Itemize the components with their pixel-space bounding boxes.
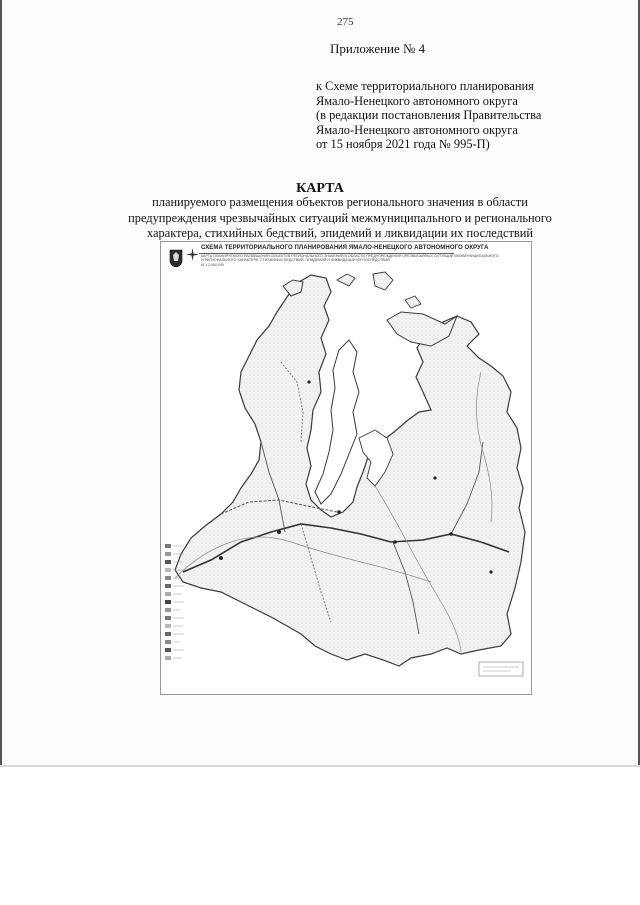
appendix-line: от 15 ноября 2021 года № 995-П) [316,137,490,152]
settlement-marker [277,530,281,534]
scan-edge-left [0,0,2,765]
map-sheet-header: СХЕМА ТЕРРИТОРИАЛЬНОГО ПЛАНИРОВАНИЯ ЯМАЛО-НЕНЕЦКОГО АВТОНОМНОГО ОКРУГА [201,245,489,251]
subheader-line: М 1:2 000 000 [201,262,224,267]
islet-shape [405,296,421,308]
map-legend [164,542,186,672]
appendix-line: Ямало-Ненецкого автономного округа [316,93,518,108]
map-sheet-subheader [201,254,501,267]
coat-of-arms-icon [169,249,183,268]
appendix-line: к Схеме территориального планирования [316,79,534,93]
map-stamp [479,662,523,676]
settlement-marker [449,532,453,536]
settlement-marker [393,540,397,544]
subheader-line: КАРТА ПЛАНИРУЕМОГО РАЗМЕЩЕНИЯ ОБЪЕКТОВ РЕГИОНАЛЬНОГО ЗНАЧЕНИЯ В ОБЛАСТИ ПРЕДУПРЕЖДЕНИЯ ЧРЕЗВЫЧАЙНЫХ СИТУАЦИЙ МЕЖМУНИЦИПАЛЬНОГО [201,254,499,258]
yamal-peninsula-shape [175,275,525,666]
settlement-marker [307,380,310,383]
region-map [161,242,532,695]
map-sheet [160,241,532,695]
settlement-marker [337,510,341,514]
appendix-line: Ямало-Ненецкого автономного округа [316,122,518,137]
subtitle-line: предупреждения чрезвычайных ситуаций межмуниципального и регионального [128,210,552,225]
map-heading: КАРТА [296,181,344,196]
appendix-line: (в редакции постановления Правительства [316,108,542,123]
settlement-marker [433,476,436,479]
islet-shape [337,274,355,286]
islet-shape [373,272,393,290]
subheader-line: И РЕГИОНАЛЬНОГО ХАРАКТЕРА, СТИХИЙНЫХ БЕДСТВИЙ, ЭПИДЕМИЙ И ЛИКВИДАЦИИ ИХ ПОСЛЕДСТВИЙ [201,258,390,263]
subtitle-line: планируемого размещения объектов регионального значения в области [152,195,528,209]
map-subtitle [40,195,640,242]
appendix-description [316,79,606,152]
settlement-marker [489,570,492,573]
subtitle-line: характера, стихийных бедствий, эпидемий и ликвидации их последствий [147,226,533,240]
appendix-title: Приложение № 4 [330,41,426,56]
compass-icon [186,248,199,261]
settlement-marker [219,556,223,560]
page-number: 275 [337,16,354,28]
